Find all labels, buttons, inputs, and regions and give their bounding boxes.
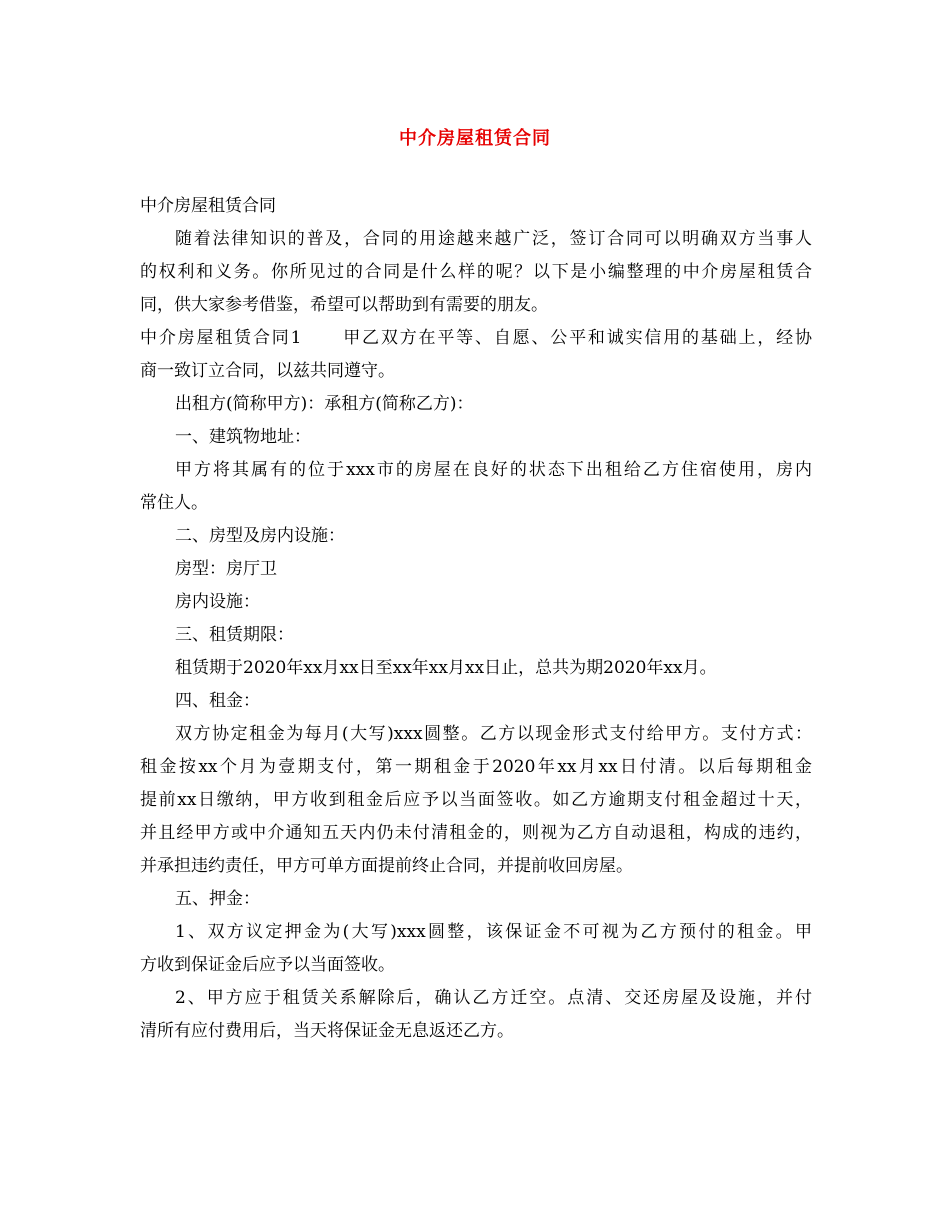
paragraph-line: 1、双方议定押金为(大写)xxx圆整，该保证金不可视为乙方预付的租金。甲 (175, 922, 812, 942)
paragraph-line: 同，供大家参考借鉴，希望可以帮助到有需要的朋友。 (140, 295, 548, 315)
paragraph-line: 租金按xx个月为壹期支付，第一期租金于2020年xx月xx日付清。以后每期租金 (140, 757, 812, 777)
paragraph-line: 房内设施： (175, 592, 260, 612)
paragraph-line: 提前xx日缴纳，甲方收到租金后应予以当面签收。如乙方逾期支付租金超过十天， (140, 790, 812, 810)
paragraph-line: 并承担违约责任，甲方可单方面提前终止合同，并提前收回房屋。 (140, 856, 633, 876)
paragraph-line: 房型：房厅卫 (175, 559, 277, 579)
section-heading: 中介房屋租赁合同 (140, 196, 276, 216)
paragraph-line: 甲方将其属有的位于xxx市的房屋在良好的状态下出租给乙方住宿使用，房内 (175, 460, 812, 480)
paragraph-line: 商一致订立合同，以兹共同遵守。 (140, 361, 395, 381)
paragraph-line: 2、甲方应于租赁关系解除后，确认乙方迁空。点清、交还房屋及设施，并付 (175, 988, 812, 1008)
document-body (140, 190, 812, 1048)
section-heading: 一、建筑物地址： (175, 427, 311, 447)
paragraph-line: 租赁期于2020年xx月xx日至xx年xx月xx日止，总共为期2020年xx月。 (175, 658, 717, 678)
paragraph-line: 并且经甲方或中介通知五天内仍未付清租金的，则视为乙方自动退租，构成的违约， (140, 823, 812, 843)
section-heading: 四、租金： (175, 691, 260, 711)
paragraph-line: 出租方(简称甲方)：承租方(简称乙方)： (175, 394, 474, 414)
paragraph-line (140, 322, 812, 355)
paragraph-line: 清所有应付费用后，当天将保证金无息返还乙方。 (140, 1021, 514, 1041)
paragraph-text: 甲乙双方在平等、自愿、公平和诚实信用的基础上，经协 (341, 328, 812, 348)
paragraph-line: 双方协定租金为每月(大写)xxx圆整。乙方以现金形式支付给甲方。支付方式： (175, 724, 812, 744)
paragraph-line: 随着法律知识的普及，合同的用途越来越广泛，签订合同可以明确双方当事人 (175, 229, 812, 249)
paragraph-line: 的权利和义务。你所见过的合同是什么样的呢？以下是小编整理的中介房屋租赁合 (140, 262, 812, 282)
paragraph-line: 方收到保证金后应予以当面签收。 (140, 955, 395, 975)
section-heading: 二、房型及房内设施： (175, 526, 345, 546)
document-title: 中介房屋租赁合同 (399, 128, 551, 149)
section-heading: 三、租赁期限： (175, 625, 294, 645)
paragraph-line: 常住人。 (140, 493, 208, 513)
section-heading: 五、押金： (175, 889, 260, 909)
contract-number-label: 中介房屋租赁合同1 (140, 328, 302, 348)
